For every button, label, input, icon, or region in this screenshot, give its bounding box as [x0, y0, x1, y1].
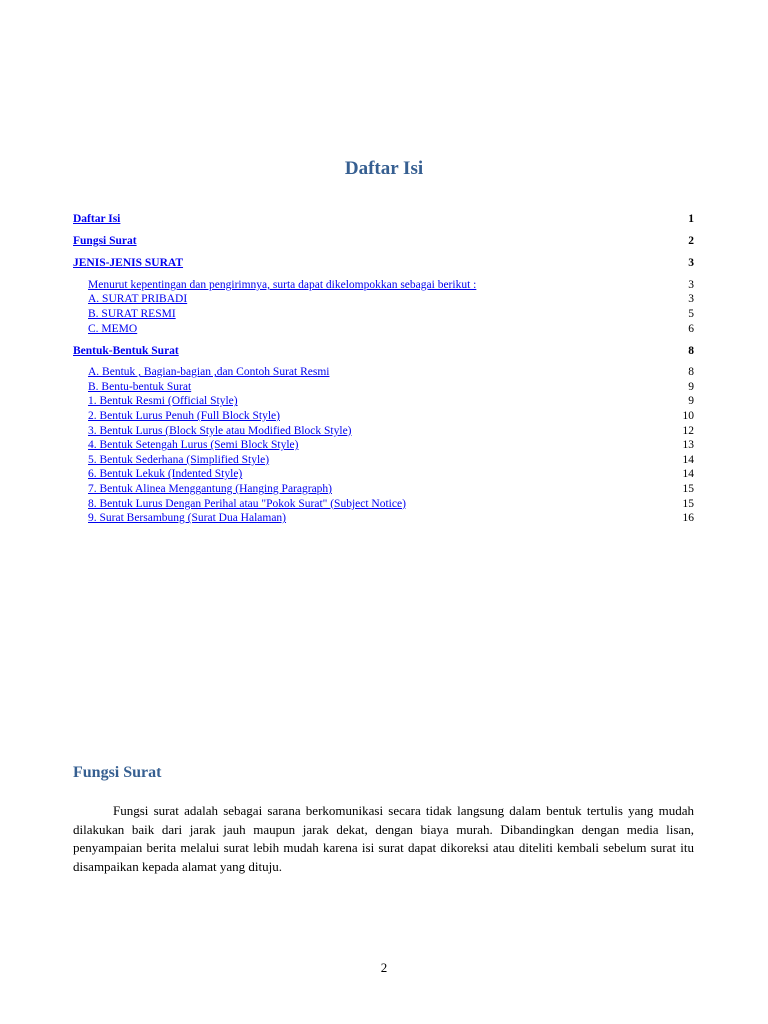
toc-entry-label[interactable]: 1. Bentuk Resmi (Official Style): [88, 395, 238, 408]
toc-subentry[interactable]: [73, 409, 694, 424]
toc-subentry[interactable]: [73, 365, 694, 380]
toc-subentry[interactable]: [73, 322, 694, 337]
toc-title: Daftar Isi: [344, 158, 424, 179]
toc-entry-label[interactable]: Bentuk-Bentuk Surat: [73, 344, 179, 357]
toc-entry-label[interactable]: 9. Surat Bersambung (Surat Dua Halaman): [88, 512, 287, 525]
toc-subentry[interactable]: [73, 292, 694, 307]
toc-entry-page: 6: [688, 322, 694, 335]
toc-subentry[interactable]: [73, 497, 694, 512]
toc-entry-label[interactable]: B. Bentu-bentuk Surat: [88, 380, 192, 393]
table-of-contents: [73, 212, 694, 526]
toc-subentry[interactable]: [73, 453, 694, 468]
toc-entry-page: 3: [688, 278, 694, 291]
toc-entry-page: 10: [682, 410, 694, 423]
toc-entry-page: 14: [682, 468, 694, 481]
toc-entry-page: 2: [688, 235, 694, 248]
toc-entry-label[interactable]: 2. Bentuk Lurus Penuh (Full Block Style): [88, 410, 280, 423]
toc-entry-page: 12: [682, 424, 694, 437]
toc-entry[interactable]: [73, 212, 694, 227]
toc-entry-page: 15: [682, 483, 694, 495]
toc-entry-page: 3: [688, 293, 694, 306]
toc-subentry[interactable]: [73, 438, 694, 453]
toc-entry-label[interactable]: 7. Bentuk Alinea Menggantung (Hanging Paragraph): [88, 483, 332, 495]
toc-subentry[interactable]: [73, 307, 694, 322]
toc-subentry[interactable]: [73, 467, 694, 482]
page-number: 2: [380, 960, 388, 975]
toc-entry-label[interactable]: JENIS-JENIS SURAT: [73, 257, 184, 270]
toc-subentry[interactable]: [73, 482, 694, 497]
toc-subentry[interactable]: [73, 380, 694, 395]
toc-entry-page: 13: [682, 439, 694, 452]
toc-entry-label[interactable]: 4. Bentuk Setengah Lurus (Semi Block Style): [88, 439, 299, 452]
toc-entry-label[interactable]: Menurut kepentingan dan pengirimnya, surta dapat dikelompokkan sebagai berikut :: [88, 278, 477, 291]
toc-subentry[interactable]: [73, 424, 694, 439]
toc-entry-label[interactable]: 3. Bentuk Lurus (Block Style atau Modified Block Style): [88, 424, 352, 437]
toc-subentry[interactable]: [73, 511, 694, 526]
toc-entry[interactable]: [73, 256, 694, 271]
toc-entry-label[interactable]: C. MEMO: [88, 322, 138, 335]
section-paragraph: Fungsi surat adalah sebagai sarana berkomunikasi secara tidak langsung dalam bentuk tertulis yang mudah dilakukan baik dari jarak jauh maupun jarak dekat, dengan biaya murah. Dibandingkan dengan media lisan, penyampaian berita melalui surat lebih mudah karena isi surat dapat dikoreksi atau diteliti kembali sebelum surat itu disampaikan kepada alamat yang dituju.: [73, 803, 694, 874]
toc-entry-label[interactable]: A. SURAT PRIBADI: [88, 293, 188, 306]
toc-entry[interactable]: [73, 234, 694, 249]
toc-entry-label[interactable]: A. Bentuk , Bagian-bagian ,dan Contoh Surat Resmi: [88, 366, 330, 379]
toc-entry-page: 8: [688, 344, 694, 357]
section-heading: Fungsi Surat: [73, 764, 162, 781]
toc-entry-label[interactable]: 5. Bentuk Sederhana (Simplified Style): [88, 453, 270, 466]
toc-entry-page: 3: [688, 257, 694, 270]
toc-entry-page: 9: [688, 380, 694, 393]
toc-entry-page: 5: [688, 307, 694, 320]
toc-entry-label[interactable]: 6. Bentuk Lekuk (Indented Style): [88, 468, 243, 481]
toc-entry-page: 8: [688, 366, 694, 379]
toc-entry-page: 16: [682, 512, 694, 525]
toc-entry-page: 14: [682, 453, 694, 466]
toc-entry-page: 15: [682, 497, 694, 510]
toc-entry-page: 9: [688, 395, 694, 408]
toc-subentry[interactable]: [73, 394, 694, 409]
toc-entry[interactable]: [73, 344, 694, 359]
toc-entry-label[interactable]: B. SURAT RESMI: [88, 307, 176, 320]
toc-subentry[interactable]: [73, 278, 694, 293]
toc-entry-label[interactable]: 8. Bentuk Lurus Dengan Perihal atau "Pokok Surat" (Subject Notice): [88, 497, 406, 510]
toc-entry-page: 1: [688, 213, 694, 225]
toc-entry-label[interactable]: Fungsi Surat: [73, 235, 137, 248]
toc-entry-label[interactable]: Daftar Isi: [73, 213, 121, 225]
